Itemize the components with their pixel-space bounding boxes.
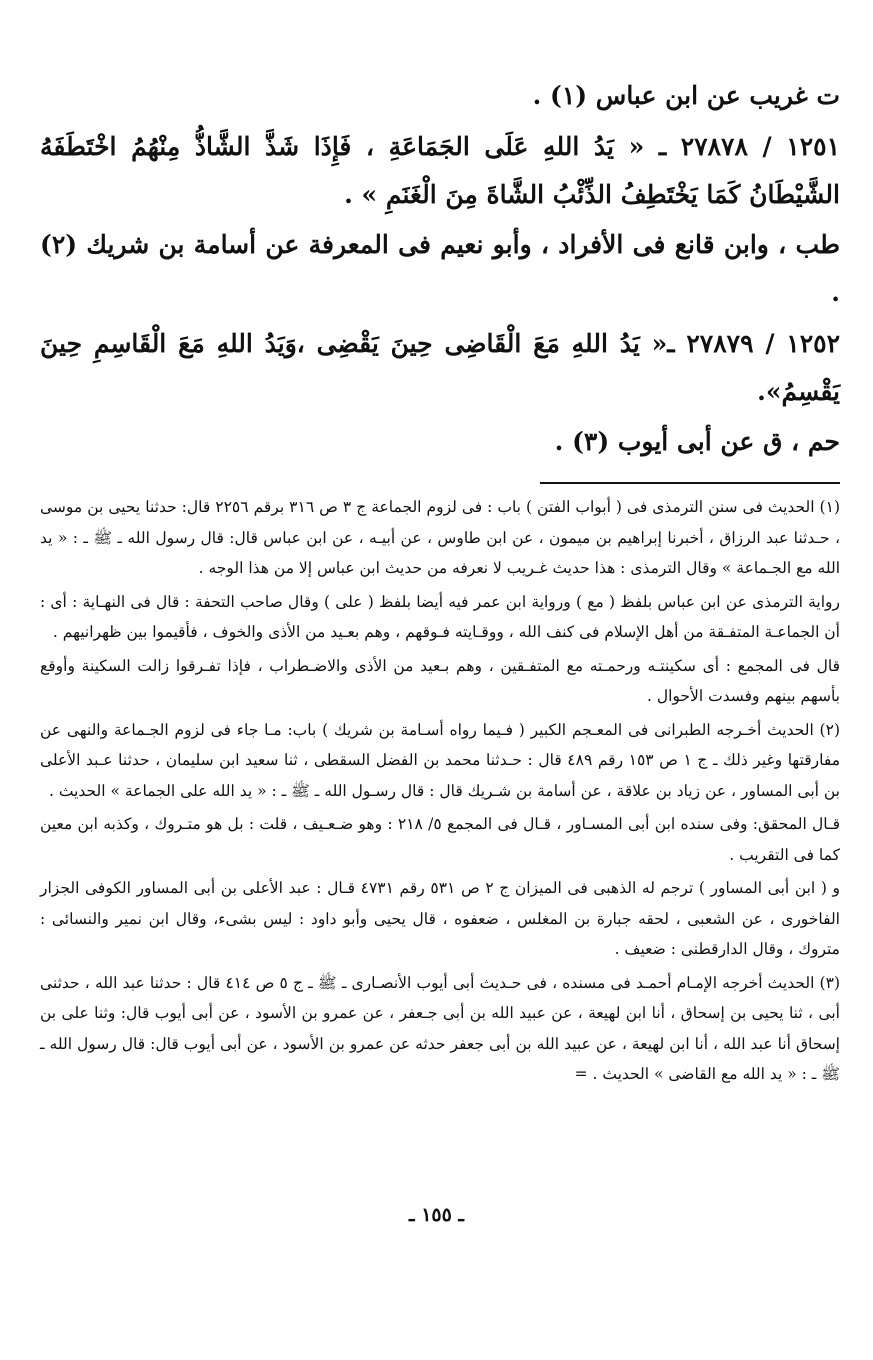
footnotes [40, 492, 840, 1090]
main-text [40, 72, 840, 466]
footnote-divider [540, 482, 840, 484]
footnote-2-para-2: قـال المحقق: وفى سنده ابن أبى المسـاور ، قـال فى المجمع ٥/ ٢١٨ : وهو ضـعـيف ، قلت : بل هو متـروك ، وكذبه ابن معين كما فى التقريب . [40, 815, 840, 864]
footnote-2: (٢) الحديث أخـرجه الطبرانى فى المعـجم الكبير ( فـيما رواه أسـامة بن شريك ) باب: مـا جاء فى لزوم الجـماعة والنهى عن مفارقتها وغير ذلك ـ ج ١ ص ١٥٣ رقم ٤٨٩ قال : حـدثنا محمد بن الفضل السقطى ، ثنا سعيد ابن سليمان ، حدثنا عـبد الأعلى بن أبى المساور ، عن زياد بن علاقة ، عن أسامة بن شـريك قال : قال رسـول الله ـ ﷺ ـ : « يد الله على الجماعة » الحديث . [40, 720, 840, 800]
hadith-1252: ١٢٥٢ / ٢٧٨٧٩ ـ« يَدُ اللهِ مَعَ الْقَاضِى حِينَ يَقْضِى ،وَيَدُ اللهِ مَعَ الْقَاسِمِ حِينَ يَقْسِمُ». [40, 329, 840, 406]
hadith-1252-sources: حم ، ق عن أبى أيوب (٣) . [554, 427, 840, 456]
footnote-1: (١) الحديث فى سنن الترمذى فى ( أبواب الفتن ) باب : فى لزوم الجماعة ج ٣ ص ٣١٦ برقم ٢٢٥٦ قال: حدثنا يحيى بن موسى ، حـدثنا عبد الرزاق ، أخبرنا إبراهيم بن ميمون ، عن ابن طاوس ، عن أبيـه ، عن ابن عباس قال: قال رسول الله ـ ﷺ ـ : « يد الله مع الجـماعة » وقال الترمذى : هذا حديث غـريب لا نعرفه من حديث ابن عباس إلا من هذا الوجه . [40, 498, 840, 577]
page-number-text: ـ ١٥٥ ـ [409, 1204, 464, 1226]
footnote-3: (٣) الحديث أخرجه الإمـام أحمـد فى مسنده ، فى حـديث أبى أيوب الأنصـارى ـ ﷺ ـ ج ٥ ص ٤١٤ قال : حدثنا عبد الله ، حدثنى أبى ، ثنا يحيى بن إسحاق ، أنا ابن لهيعة ، عن عبيد الله بن أبى جـعفر ، عن عمرو بن الأسود ، عن أبى أيوب قال: وثنا على بن إسحاق أنا عبد الله ، أنا ابن لهيعة ، عن عبيد الله بن أبى جعفر حدثه عن عمرو بن الأسود ، عن أبى أيوب قال: قال رسول الله ـ ﷺ ـ : « يد الله مع القاضى » الحديث . = [40, 973, 840, 1083]
continuation-line: ت غريب عن ابن عباس (١) . [532, 81, 840, 110]
footnote-2-para-3: و ( ابن أبى المساور ) ترجم له الذهبى فى الميزان ج ٢ ص ٥٣١ رقم ٤٧٣١ قـال : عبد الأعلى بن أبى المساور الكوفى الجزار الفاخورى ، عن الشعبى ، لحقه جبارة بن المغلس ، ضعفوه ، قال يحيى وأبو داود : ليس بشىء، وقال ابن نمير والنسائى : متروك ، وقال الدارقطنى : ضعيف . [40, 879, 840, 958]
footnote-1-para-3: قال فى المجمع : أى سكينتـه ورحمـته مع المتفـقين ، وهم بـعيد من الأذى والاضـطراب ، فإذا تفـرقوا زالت السكينة وأوقع بأسهم بينهم وفسدت الأحوال . [40, 656, 840, 705]
footnote-1-para-2: رواية الترمذى عن ابن عباس بلفظ ( مع ) ورواية ابن عمر فيه أيضا بلفظ ( على ) وقال صاحب التحفة : قال فى النهـاية : أى : أن الجماعـة المتفـقة من أهل الإسلام فى كنف الله ، ووقـايته فـوقهم ، وهم بعـيد من الأذى والخوف ، فأقيموا بين ظهرانيهم . [40, 592, 840, 641]
book-page [40, 72, 840, 1352]
hadith-1251-sources: طب ، وابن قانع فى الأفراد ، وأبو نعيم فى المعرفة عن أسامة بن شريك (٢) . [40, 230, 840, 307]
hadith-1251: ١٢٥١ / ٢٧٨٧٨ ـ « يَدُ اللهِ عَلَى الجَمَاعَةِ ، فَإِذَا شَذَّ الشَّاذُّ مِنْهُمُ اخْتَطَفَهُ الشَّيْطَانُ كَمَا يَخْتَطِفُ الذِّئْبُ الشَّاةَ مِنَ الْغَنَمِ » . [40, 132, 840, 209]
page-number [0, 1204, 873, 1226]
